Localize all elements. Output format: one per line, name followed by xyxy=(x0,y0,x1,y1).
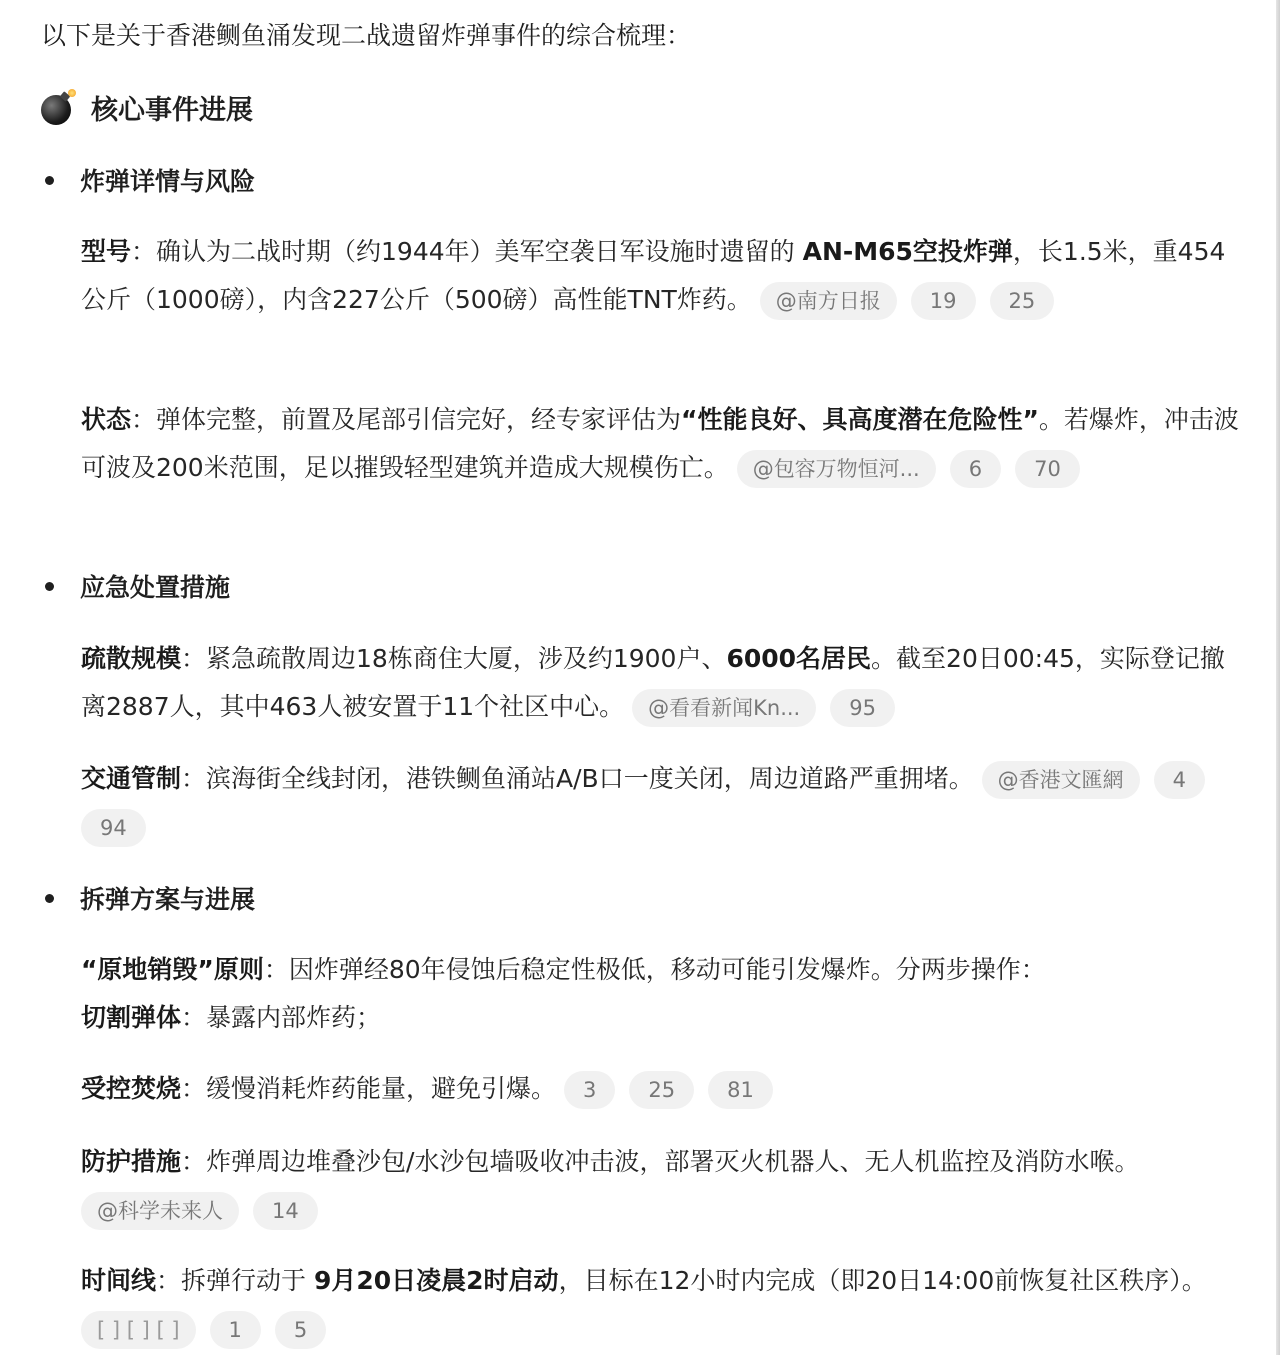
item-burn xyxy=(81,1065,1239,1113)
reference-chip[interactable]: 95 xyxy=(830,689,895,727)
bullet-dot xyxy=(45,894,54,903)
item-text: ：因炸弹经80年侵蚀后稳定性极低，移动可能引发爆炸。分两步操作： xyxy=(263,955,1046,984)
bomb-icon xyxy=(41,89,77,125)
item-label: 防护措施 xyxy=(81,1147,182,1176)
item-status xyxy=(81,396,1239,492)
reference-chip[interactable]: 19 xyxy=(911,282,976,320)
item-label: 型号 xyxy=(81,237,132,266)
reference-chip[interactable]: 1 xyxy=(210,1311,261,1349)
source-chip[interactable]: @看看新闻Kn... xyxy=(632,689,816,727)
item-cut xyxy=(81,994,1239,1042)
source-chip[interactable]: @南方日报 xyxy=(760,282,897,320)
item-text: ：弹体完整，前置及尾部引信完好，经专家评估为 xyxy=(131,405,682,434)
item-label: “原地销毁”原则 xyxy=(81,955,264,984)
reference-chip[interactable]: 14 xyxy=(253,1192,318,1230)
item-bold: 9月20日凌晨2时启动 xyxy=(313,1266,559,1295)
source-chip[interactable]: @科学未来人 xyxy=(81,1192,239,1230)
item-label: 受控焚烧 xyxy=(81,1074,182,1103)
bullet-title: 炸弹详情与风险 xyxy=(80,167,256,196)
section-heading xyxy=(41,84,253,130)
item-label: 交通管制 xyxy=(81,764,182,793)
reference-chip[interactable]: 25 xyxy=(990,282,1055,320)
item-text: ：缓慢消耗炸药能量，避免引爆。 xyxy=(181,1074,557,1103)
intro-text: 以下是关于香港鲗鱼涌发现二战遗留炸弹事件的综合梳理： xyxy=(41,21,692,50)
source-chip[interactable]: @香港文匯網 xyxy=(982,761,1140,799)
item-bold: 6000名居民 xyxy=(726,644,872,673)
bullet-emergency xyxy=(41,566,230,606)
window-edge xyxy=(1276,0,1280,1355)
item-text: ：确认为二战时期（约1944年）美军空袭日军设施时遗留的 xyxy=(131,237,803,266)
source-chip[interactable]: @包容万物恒河... xyxy=(737,450,936,488)
item-text: ：暴露内部炸药； xyxy=(181,1003,382,1032)
reference-chip[interactable]: 94 xyxy=(81,809,146,847)
reference-chip[interactable]: 3 xyxy=(564,1071,615,1109)
reference-chip[interactable]: 70 xyxy=(1015,450,1080,488)
item-model xyxy=(81,228,1239,324)
reference-chip[interactable]: 25 xyxy=(629,1071,694,1109)
bullet-defusal xyxy=(41,878,255,918)
reference-chip[interactable]: 81 xyxy=(708,1071,773,1109)
item-text: ：炸弹周边堆叠沙包/水沙包墙吸收冲击波，部署灭火机器人、无人机监控及消防水喉。 xyxy=(181,1147,1140,1176)
source-chip[interactable]: [ ] [ ] [ ] xyxy=(81,1311,196,1349)
item-text: ，长1.5米，重454公斤（1000磅），内含227公斤（500磅）高性能TNT炸药。 xyxy=(81,237,1226,314)
item-evacuation xyxy=(81,635,1239,731)
item-timeline xyxy=(81,1257,1239,1353)
reference-chip[interactable]: 4 xyxy=(1154,761,1205,799)
bullet-title: 应急处置措施 xyxy=(80,573,231,602)
bullet-bomb-details xyxy=(41,160,255,200)
item-text: ：滨海街全线封闭，港铁鲗鱼涌站A/B口一度关闭，周边道路严重拥堵。 xyxy=(181,764,974,793)
item-traffic xyxy=(81,755,1239,851)
item-text: ，目标在12小时内完成（即20日14:00前恢复社区秩序）。 xyxy=(558,1266,1207,1295)
item-label: 状态 xyxy=(81,405,132,434)
reference-chip[interactable]: 5 xyxy=(275,1311,326,1349)
item-text: 。若爆炸，冲击波可波及200米范围，足以摧毁轻型建筑并造成大规模伤亡。 xyxy=(81,405,1239,482)
bullet-dot xyxy=(45,176,54,185)
item-text: ：紧急疏散周边18栋商住大厦，涉及约1900户、 xyxy=(181,644,727,673)
item-label: 切割弹体 xyxy=(81,1003,182,1032)
item-bold: “性能良好、具高度潜在危险性” xyxy=(681,405,1039,434)
item-bold: AN-M65空投炸弹 xyxy=(802,237,1013,266)
bullet-title: 拆弹方案与进展 xyxy=(80,885,256,914)
item-principle xyxy=(81,946,1239,994)
item-label: 时间线 xyxy=(81,1266,157,1295)
section-title: 核心事件进展 xyxy=(91,94,253,126)
item-text: 。截至20日00:45，实际登记撤离2887人，其中463人被安置于11个社区中心。 xyxy=(81,644,1225,721)
item-protection xyxy=(81,1138,1239,1234)
item-label: 疏散规模 xyxy=(81,644,182,673)
item-text: ：拆弹行动于 xyxy=(156,1266,314,1295)
reference-chip[interactable]: 6 xyxy=(950,450,1001,488)
bullet-dot xyxy=(45,582,54,591)
